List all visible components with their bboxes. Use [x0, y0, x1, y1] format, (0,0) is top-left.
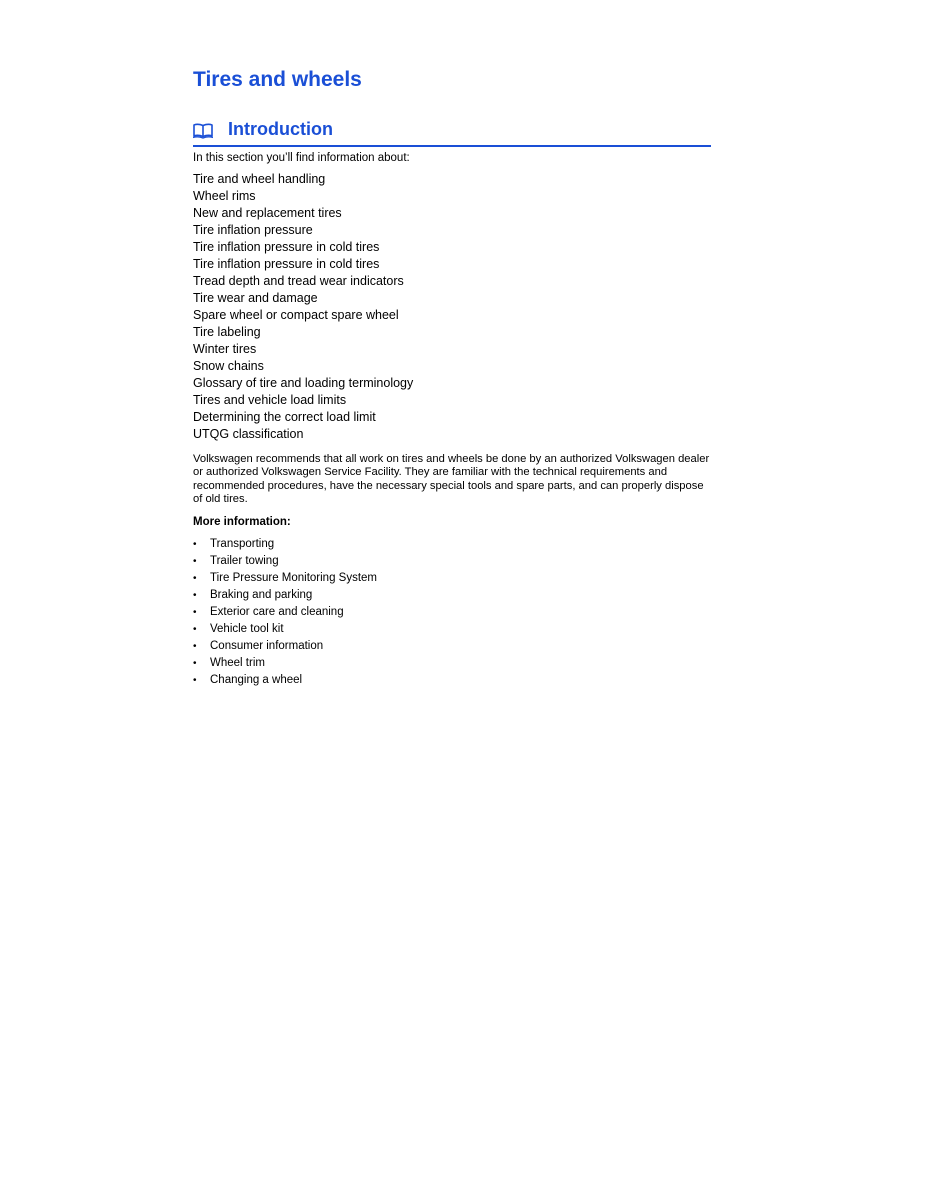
more-info-item[interactable] [193, 604, 377, 621]
bullet-icon: • [193, 624, 197, 635]
topic-link[interactable]: Wheel rims [193, 189, 256, 203]
topic-link[interactable]: Tire and wheel handling [193, 172, 326, 186]
bullet-icon: • [193, 556, 197, 567]
section-header [193, 119, 711, 147]
topic-link[interactable]: Tire inflation pressure [193, 223, 313, 237]
more-info-item[interactable] [193, 621, 377, 638]
more-info-item[interactable] [193, 553, 377, 570]
topic-link[interactable]: Tire labeling [193, 325, 261, 339]
topic-link[interactable]: New and replacement tires [193, 206, 342, 220]
topic-link[interactable]: Tires and vehicle load limits [193, 393, 347, 407]
bullet-icon: • [193, 641, 197, 652]
more-info-item-label: Braking and parking [210, 589, 313, 601]
bullet-icon: • [193, 539, 197, 550]
more-info-heading: More information: [193, 516, 291, 528]
topic-link[interactable]: Tire inflation pressure in cold tires [193, 240, 380, 254]
topic-link[interactable]: Spare wheel or compact spare wheel [193, 308, 399, 322]
book-icon [193, 123, 213, 139]
more-info-item-label: Trailer towing [210, 555, 279, 567]
more-info-item[interactable] [193, 655, 377, 672]
topic-link[interactable]: Tire inflation pressure in cold tires [193, 257, 380, 271]
more-info-list [193, 536, 377, 689]
more-info-item[interactable] [193, 638, 377, 655]
more-info-item-label: Transporting [210, 538, 275, 550]
section-intro: In this section you’ll find information about: [193, 152, 410, 164]
page-title: Tires and wheels [193, 68, 362, 91]
topic-link[interactable]: UTQG classification [193, 427, 304, 441]
topic-list [193, 171, 413, 443]
bullet-icon: • [193, 658, 197, 669]
recommendation-paragraph: Volkswagen recommends that all work on tires and wheels be done by an authorized Volkswagen dealer or authorized Volkswagen Service Facility. They are familiar with the technical requirements and recommended procedures, have the necessary special tools and spare parts, and can properly dispose of old tires. [193, 453, 710, 506]
more-info-item[interactable] [193, 536, 377, 553]
section-title: Introduction [228, 119, 333, 139]
bullet-icon: • [193, 590, 197, 601]
more-info-item-label: Changing a wheel [210, 674, 303, 686]
bullet-icon: • [193, 573, 197, 584]
more-info-item[interactable] [193, 672, 377, 689]
topic-link[interactable]: Winter tires [193, 342, 257, 356]
more-info-item-label: Consumer information [210, 640, 324, 652]
more-info-item-label: Vehicle tool kit [210, 623, 284, 635]
topic-link[interactable]: Snow chains [193, 359, 264, 373]
more-info-item-label: Exterior care and cleaning [210, 606, 344, 618]
topic-link[interactable]: Glossary of tire and loading terminology [193, 376, 414, 390]
more-info-item-label: Tire Pressure Monitoring System [210, 572, 378, 584]
more-info-item[interactable] [193, 587, 377, 604]
topic-link[interactable]: Tire wear and damage [193, 291, 318, 305]
bullet-icon: • [193, 607, 197, 618]
bullet-icon: • [193, 675, 197, 686]
more-info-item[interactable] [193, 570, 377, 587]
more-info-item-label: Wheel trim [210, 657, 265, 669]
topic-link[interactable]: Determining the correct load limit [193, 410, 376, 424]
topic-link[interactable]: Tread depth and tread wear indicators [193, 274, 404, 288]
